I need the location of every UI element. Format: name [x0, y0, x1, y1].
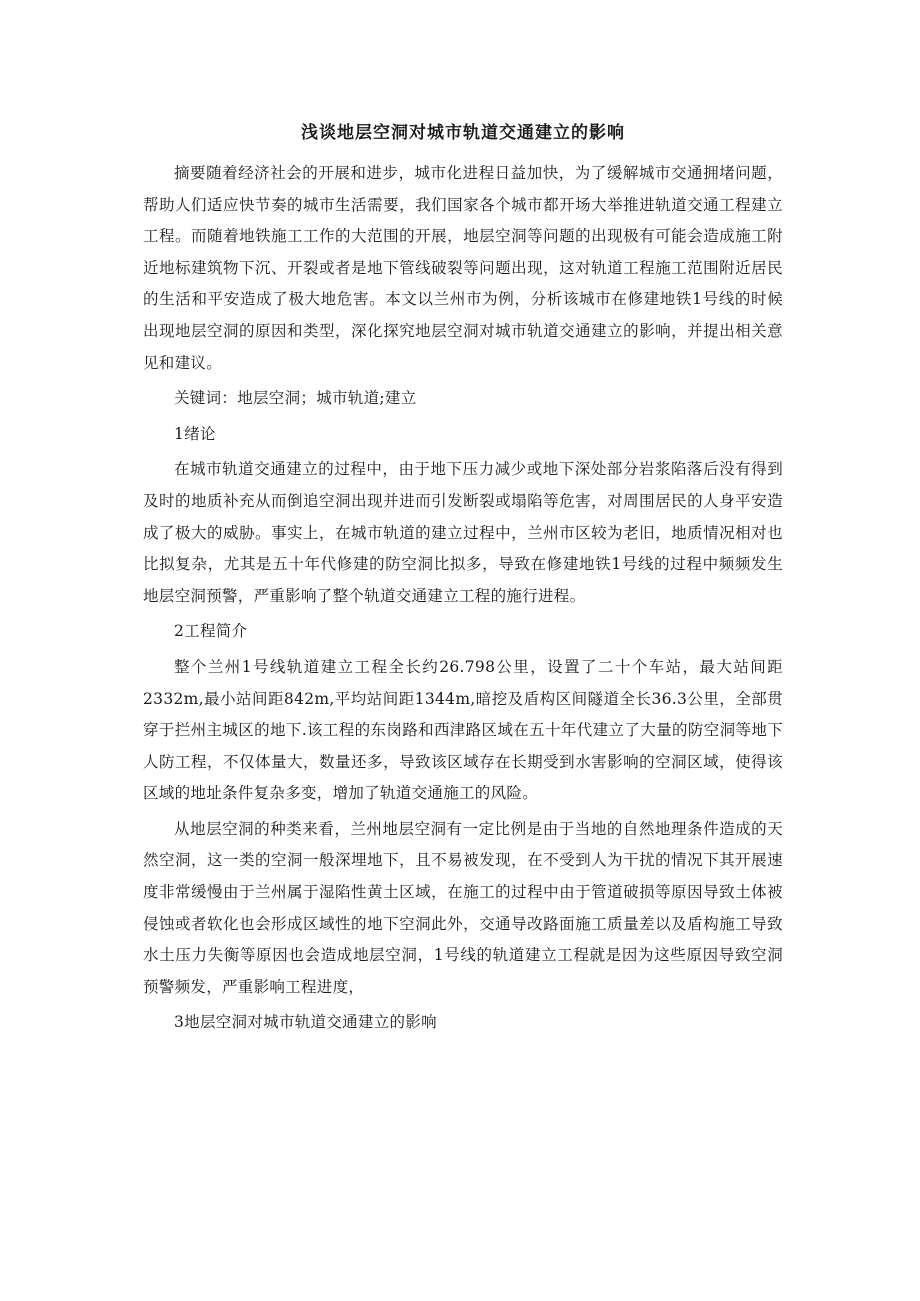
section-3-heading: 3地层空洞对城市轨道交通建立的影响 [174, 1013, 437, 1032]
section-1-paragraph: 在城市轨道交通建立的过程中，由于地下压力减少或地下深处部分岩浆陷落后没有得到及时的地质补充从而倒追空洞出现并进而引发断裂或塌陷等危害，对周围居民的人身平安造成了极大的威胁。事实上，在城市轨道的建立过程中，兰州市区较为老旧，地质情况相对也比拟复杂，尤其是五十年代修建的防空洞比拟多，导致在修建地铁1号线的过程中频频发生地层空洞预警，严重影响了整个轨道交通建立工程的施行进程。 [143, 460, 783, 605]
document-title: 浅谈地层空洞对城市轨道交通建立的影响 [301, 123, 625, 143]
section-2-heading: 2工程简介 [174, 622, 248, 641]
keywords-line: 关键词：地层空洞；城市轨道;建立 [174, 389, 417, 408]
abstract-paragraph: 摘要随着经济社会的开展和进步，城市化进程日益加快，为了缓解城市交通拥堵问题，帮助人们适应快节奏的城市生活需要，我们国家各个城市都开场大举推进轨道交通工程建立工程。而随着地铁施工工作的大范围的开展，地层空洞等问题的出现极有可能会造成施工附近地标建筑物下沉、开裂或者是地下管线破裂等问题出现，这对轨道工程施工范围附近居民的生活和平安造成了极大地危害。本文以兰州市为例，分析该城市在修建地铁1号线的时候出现地层空洞的原因和类型，深化探究地层空洞对城市轨道交通建立的影响，并提出相关意见和建议。 [143, 164, 783, 372]
section-1-heading: 1绪论 [174, 424, 216, 443]
section-2-paragraph-1: 整个兰州1号线轨道建立工程全长约26.798公里，设置了二十个车站，最大站间距2332m,最小站间距842m,平均站间距1344m,暗挖及盾构区间隧道全长36.3公里，全部贯穿于拦州主城区的地下.该工程的东岗路和西津路区域在五十年代建立了大量的防空洞等地下人防工程，不仅体量大，数量还多，导致该区域存在长期受到水害影响的空洞区域，使得该区域的地址条件复杂多变，增加了轨道交通施工的风险。 [143, 657, 783, 803]
section-2-paragraph-2: 从地层空洞的种类来看，兰州地层空洞有一定比例是由于当地的自然地理条件造成的天然空洞，这一类的空洞一般深埋地下，且不易被发现，在不受到人为干扰的情况下其开展速度非常缓慢由于兰州属于湿陷性黄土区域，在施工的过程中由于管道破损等原因导致土体被侵蚀或者软化也会形成区域性的地下空洞此外，交通导改路面施工质量差以及盾构施工导致水土压力失衡等原因也会造成地层空洞，1号线的轨道建立工程就是因为这些原因导致空洞预警频发，严重影响工程进度， [143, 819, 783, 996]
document-page [143, 120, 783, 1039]
